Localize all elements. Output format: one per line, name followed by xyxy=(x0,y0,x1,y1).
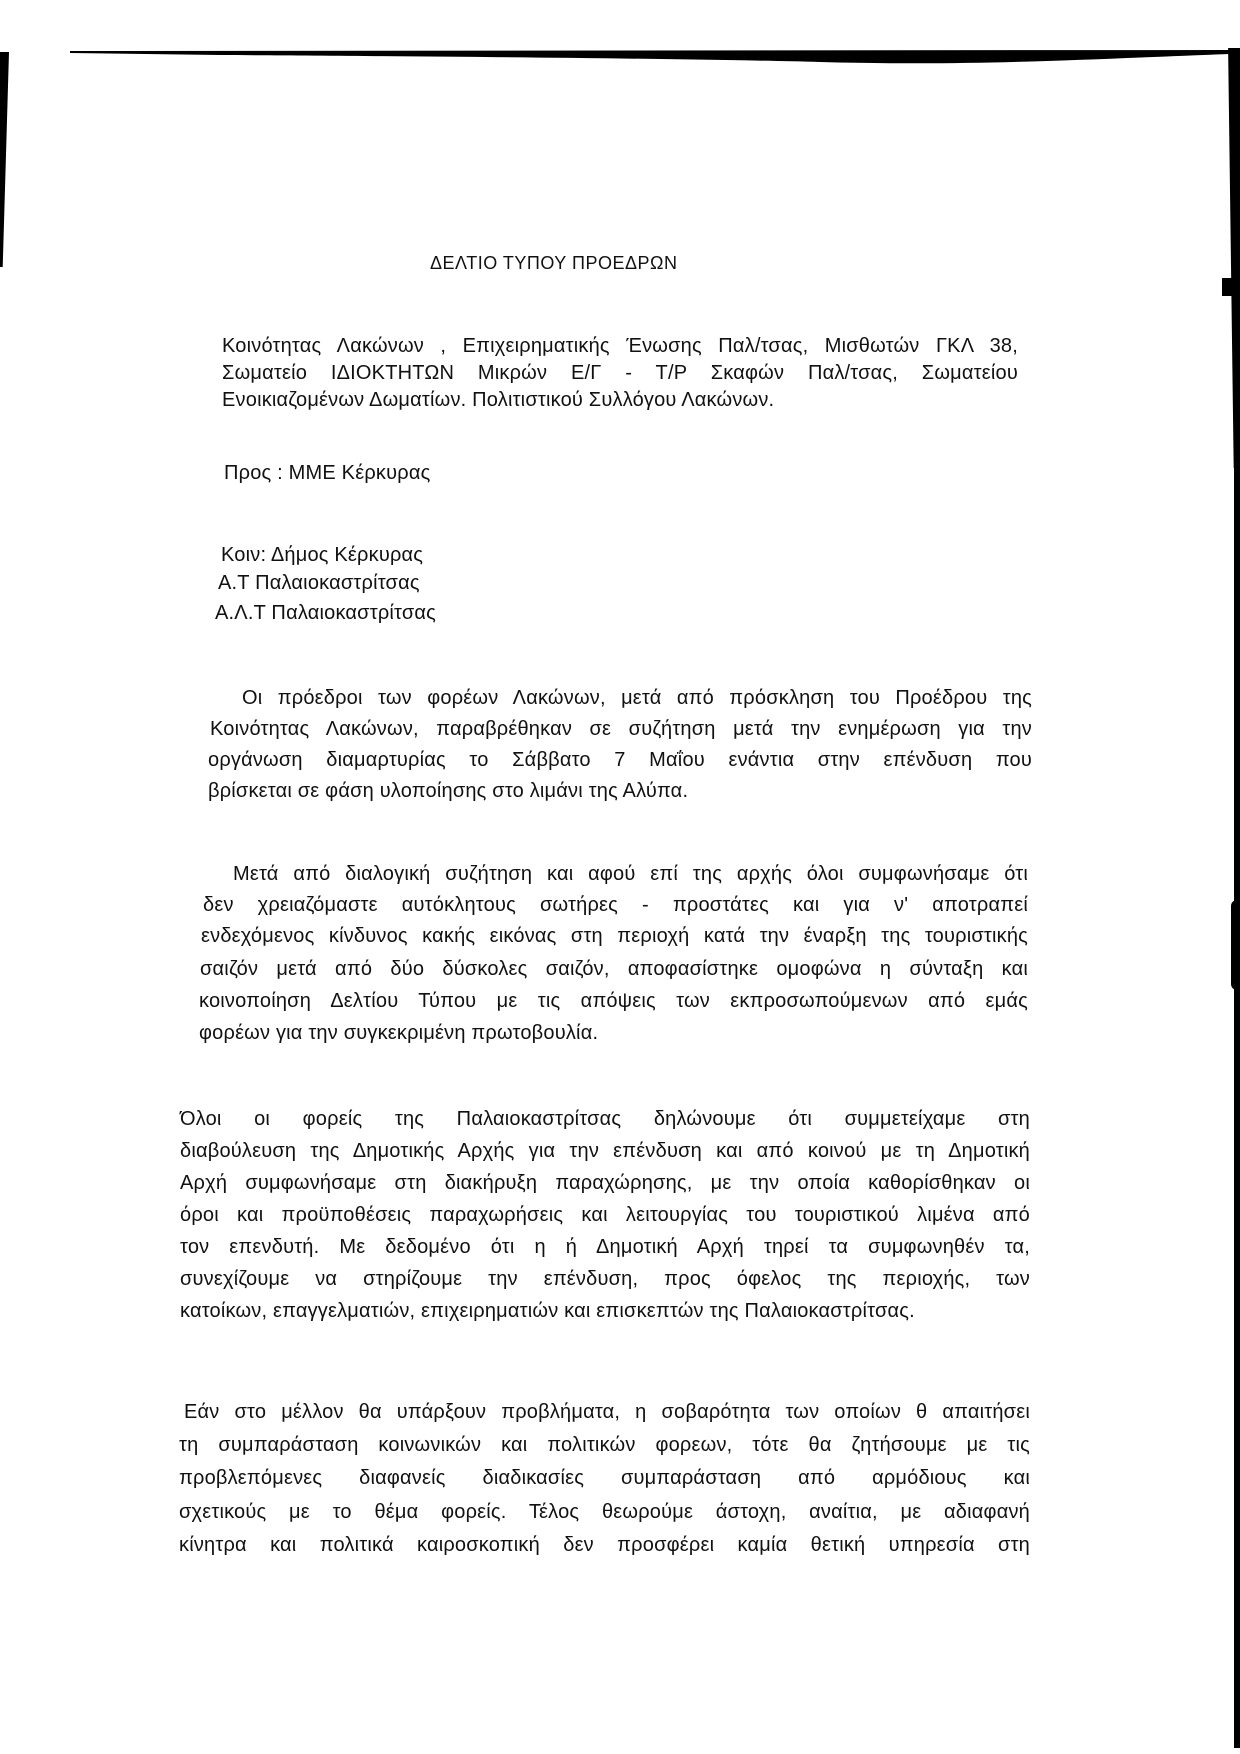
recipient-to: Προς : ΜΜΕ Κέρκυρας xyxy=(224,462,431,484)
paragraph-line: οργάνωση διαμαρτυρίας το Σάββατο 7 Μαΐου ενάντια στην επένδυση που xyxy=(208,749,1032,771)
paragraph-line: όροι και προϋποθέσεις παραχωρήσεις και λειτουργίας του τουριστικού λιμένα από xyxy=(180,1204,1030,1226)
paragraph-line: ενδεχόμενος κίνδυνος κακής εικόνας στη περιοχή κατά την έναρξη της τουριστικής xyxy=(201,925,1028,947)
paragraph-line: διαβούλευση της Δημοτικής Αρχής για την επένδυση και από κοινού με τη Δημοτική xyxy=(180,1140,1030,1162)
paragraph-line: Εάν στο μέλλον θα υπάρξουν προβλήματα, η σοβαρότητα των οποίων θ απαιτήσει xyxy=(184,1401,1030,1423)
paragraph-line: προβλεπόμενες διαφανείς διαδικασίες συμπαράσταση από αρμόδιους και xyxy=(179,1467,1030,1489)
paragraph-line: κοινοποίηση Δελτίου Τύπου με τις απόψεις των εκπροσωπούμενων από εμάς xyxy=(199,990,1028,1012)
paragraph-line: Οι πρόεδροι των φορέων Λακώνων, μετά από πρόσκληση του Προέδρου της xyxy=(242,687,1032,709)
paragraph-line: κατοίκων, επαγγελματιών, επιχειρηματιών και επισκεπτών της Παλαιοκαστρίτσας. xyxy=(180,1300,915,1322)
paragraph-line: Μετά από διαλογική συζήτηση και αφού επί της αρχής όλοι συμφωνήσαμε ότι xyxy=(233,863,1028,885)
cc-line: Α.Τ Παλαιοκαστρίτσας xyxy=(218,572,420,594)
paragraph-line: Αρχή συμφωνήσαμε στη διακήρυξη παραχώρησης, με την οποία καθορίσθηκαν οι xyxy=(180,1172,1030,1194)
scan-blob xyxy=(1231,900,1237,990)
paragraph-line: συνεχίζουμε να στηρίζουμε την επένδυση, προς όφελος της περιοχής, των xyxy=(180,1268,1030,1290)
cc-line: Α.Λ.Τ Παλαιοκαστρίτσας xyxy=(215,602,437,624)
paragraph-line: βρίσκεται σε φάση υλοποίησης στο λιμάνι της Αλύπα. xyxy=(208,780,689,802)
scan-edge-right-top xyxy=(1226,48,1240,468)
paragraph-line: Όλοι οι φορείς της Παλαιοκαστρίτσας δηλώνουμε ότι συμμετείχαμε στη xyxy=(180,1108,1030,1130)
paragraph-line: κίνητρα και πολιτικά καιροσκοπική δεν προσφέρει καμία θετική υπηρεσία στη xyxy=(179,1534,1030,1556)
scan-edge-left xyxy=(0,52,9,267)
cc-line: Κοιν: Δήμος Κέρκυρας xyxy=(221,544,424,566)
paragraph-line: σχετικούς με το θέμα φορείς. Τέλος θεωρούμε άστοχη, αναίτια, με αδιαφανή xyxy=(179,1501,1030,1523)
paragraph-line: τον επενδυτή. Με δεδομένο ότι η ή Δημοτική Αρχή τηρεί τα συμφωνηθέν τα, xyxy=(180,1236,1030,1258)
sender-line: Σωματείο ΙΔΙΟΚΤΗΤΩΝ Μικρών Ε/Γ - Τ/Ρ Σκαφών Παλ/τσας, Σωματείου xyxy=(222,362,1018,384)
paragraph-line: σαιζόν μετά από δύο δύσκολες σαιζόν, αποφασίστηκε ομοφώνα η σύνταξη και xyxy=(200,958,1028,980)
document-title: ΔΕΛΤΙΟ ΤΥΠΟΥ ΠΡΟΕΔΡΩΝ xyxy=(430,253,678,273)
paragraph-line: Κοινότητας Λακώνων, παραβρέθηκαν σε συζήτηση μετά την ενημέρωση για την xyxy=(210,718,1032,740)
sender-line: Ενοικιαζομένων Δωματίων. Πολιτιστικού Συλλόγου Λακώνων. xyxy=(222,389,775,411)
paragraph-line: τη συμπαράσταση κοινωνικών και πολιτικών φορεων, τότε θα ζητήσουμε με τις xyxy=(179,1434,1030,1456)
paragraph-line: δεν χρειαζόμαστε αυτόκλητους σωτήρες - προστάτες και για ν' αποτραπεί xyxy=(203,894,1028,916)
sender-line: Κοινότητας Λακώνων , Επιχειρηματικής Ένωσης Παλ/τσας, Μισθωτών ΓΚΛ 38, xyxy=(222,335,1018,357)
scan-edge-top xyxy=(70,50,1230,68)
scan-notch xyxy=(1222,278,1234,296)
paragraph-line: φορέων για την συγκεκριμένη πρωτοβουλία. xyxy=(199,1022,599,1044)
